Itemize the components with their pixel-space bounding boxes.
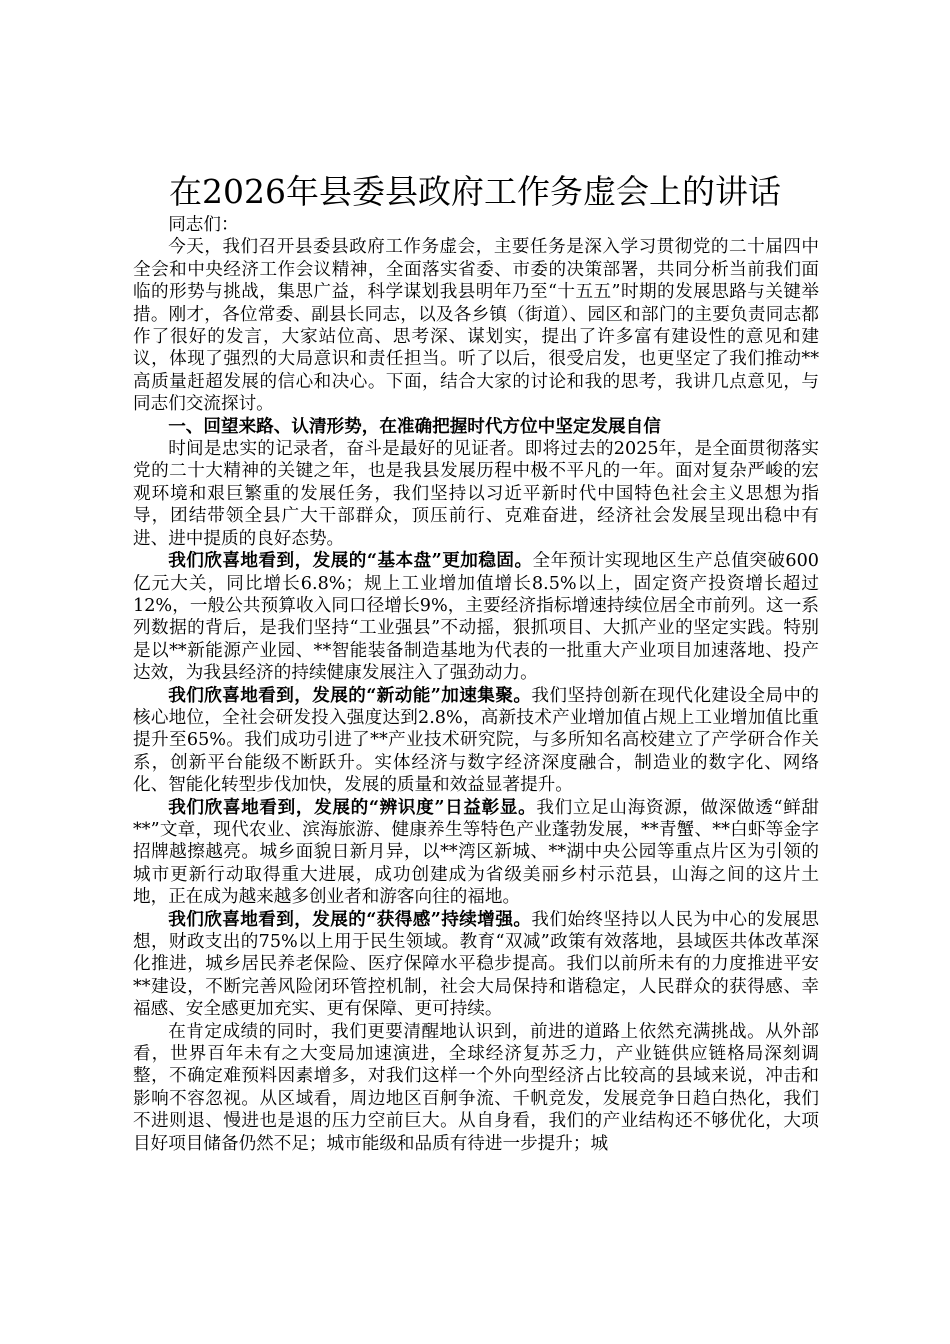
point-paragraph-3: [133, 797, 819, 909]
intro-paragraph: 今天，我们召开县委县政府工作务虚会，主要任务是深入学习贯彻党的二十届四中全会和中央经济工作会议精神，全面落实省委、市委的决策部署，共同分析当前我们面临的形势与挑战，集思广益，科学谋划我县明年乃至“十五五”时期的发展思路与关键举措。刚才，各位常委、副县长同志，以及各乡镇（街道）、园区和部门的主要负责同志都作了很好的发言，大家站位高、思考深、谋划实，提出了许多富有建设性的意见和建议，体现了强烈的大局意识和责任担当。听了以后，很受启发，也更坚定了我们推动**高质量赶超发展的信心和决心。下面，结合大家的讨论和我的思考，我讲几点意见，与同志们交流探讨。: [133, 237, 819, 415]
point-text-2: 我们坚持创新在现代化建设全局中的核心地位，全社会研发投入强度达到2.8%，高新技术产业增加值占规上工业增加值比重提升至65%。我们成功引进了**产业技术研究院，与多所知名高校建立了产学研合作关系，创新平台能级不断跃升。实体经济与数字经济深度融合，制造业的数字化、网络化、智能化转型步伐加快，发展的质量和效益显著提升。: [133, 685, 819, 796]
point-lead-4: 我们欣喜地看到，发展的“获得感”持续增强。: [168, 908, 532, 930]
document-body: [133, 214, 819, 1155]
point-paragraph-4: [133, 909, 819, 1021]
salutation: 同志们：: [168, 215, 239, 235]
point-paragraph-1: [133, 550, 819, 684]
point-lead-2: 我们欣喜地看到，发展的“新动能”加速集聚。: [168, 684, 532, 706]
point-text-3: 我们立足山海资源，做深做透“鲜甜**”文章，现代农业、滨海旅游、健康养生等特色产业蓬勃发展，**青蟹、**白虾等金字招牌越擦越亮。城乡面貌日新月异，以**湾区新城、**湖中央公园等重点片区为引领的城市更新行动取得重大进展，成功创建成为省级美丽乡村示范县，山海之间的这片土地，正在成为越来越多创业者和游客向往的福地。: [133, 797, 820, 908]
point-lead-1: 我们欣喜地看到，发展的“基本盘”更加稳固。: [168, 550, 533, 572]
section1-paragraph: 时间是忠实的记录者，奋斗是最好的见证者。即将过去的2025年，是全面贯彻落实党的二十大精神的关键之年，也是我县发展历程中极不平凡的一年。面对复杂严峻的宏观环境和艰巨繁重的发展任务，我们坚持以习近平新时代中国特色社会主义思想为指导，团结带领全县广大干部群众，顶压前行、克难奋进，经济社会发展呈现出稳中有进、进中提质的良好态势。: [133, 439, 819, 549]
point-text-4: 我们始终坚持以人民为中心的发展思想，财政支出的75%以上用于民生领域。教育“双减”政策有效落地，县域医共体改革深化推进，城乡居民养老保险、医疗保障水平稳步提高。我们以前所未有的力度推进平安**建设，不断完善风险闭环管控机制，社会大局保持和谐稳定，人民群众的获得感、幸福感、安全感更加充实、更有保障、更可持续。: [133, 909, 819, 1020]
point-paragraph-2: [133, 685, 819, 797]
point-lead-3: 我们欣喜地看到，发展的“辨识度”日益彰显。: [168, 796, 537, 818]
section-heading-1: 一、回望来路、认清形势，在准确把握时代方位中坚定发展自信: [168, 415, 661, 437]
challenges-paragraph: 在肯定成绩的同时，我们更要清醒地认识到，前进的道路上依然充满挑战。从外部看，世界百年未有之大变局加速演进，全球经济复苏乏力，产业链供应链格局深刻调整，不确定难预料因素增多，对我们这样一个外向型经济占比较高的县域来说，冲击和影响不容忽视。从区域看，周边地区百舸争流、千帆竞发，发展竞争日趋白热化，我们不进则退、慢进也是退的压力空前巨大。从自身看，我们的产业结构还不够优化，大项目好项目储备仍然不足；城市能级和品质有待进一步提升；城: [133, 1021, 819, 1154]
point-text-1: 全年预计实现地区生产总值突破600亿元大关，同比增长6.8%；规上工业增加值增长8.5%以上，固定资产投资增长超过12%，一般公共预算收入同口径增长9%，主要经济指标增速持续位居全市前列。这一系列数据的背后，是我们坚持“工业强县”不动摇，狠抓项目、大抓产业的坚定实践。特别是以**新能源产业园、**智能装备制造基地为代表的一批重大产业项目加速落地、投产达效，为我县经济的持续健康发展注入了强劲动力。: [133, 551, 819, 684]
document-title: 在2026年县委县政府工作务虚会上的讲话: [169, 172, 781, 211]
